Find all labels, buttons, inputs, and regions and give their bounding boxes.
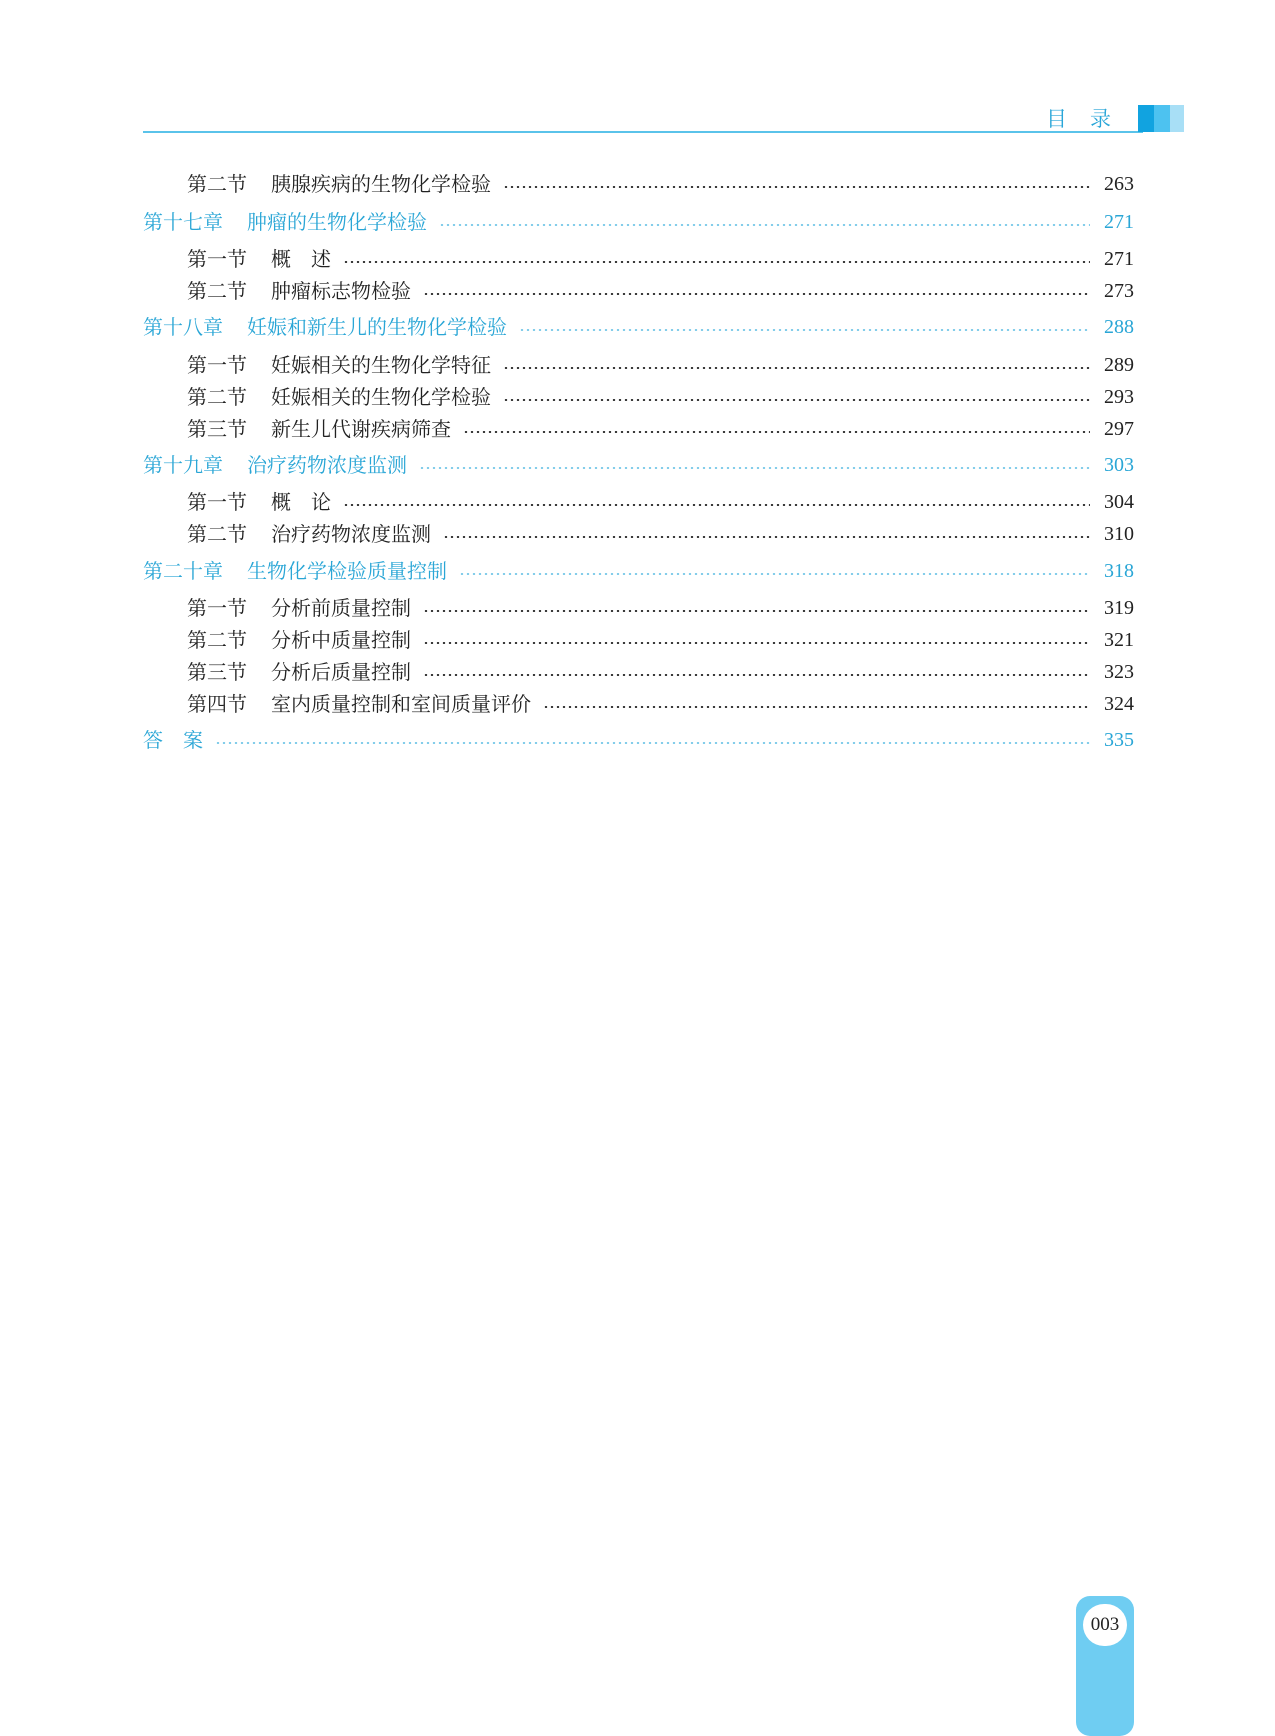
toc-section-entry[interactable] [187, 690, 1134, 718]
toc-page-number: 324 [1104, 693, 1134, 715]
toc-section-entry[interactable] [187, 488, 1134, 516]
toc-page-number: 303 [1104, 454, 1134, 476]
toc-entry-number: 第十八章 [143, 315, 223, 339]
toc-page-number: 288 [1104, 316, 1134, 338]
toc-entry-title: 生物化学检验质量控制 [247, 559, 447, 583]
toc-entry-number: 第三节 [187, 660, 247, 684]
toc-dot-leader [503, 186, 1090, 188]
toc-section-entry[interactable] [187, 383, 1134, 411]
header-rule [143, 131, 1143, 133]
toc-entry-number: 第二节 [187, 385, 247, 409]
toc-dot-leader [343, 261, 1090, 263]
toc-dot-leader [463, 431, 1090, 433]
toc-page-number: 271 [1104, 248, 1134, 270]
toc-entry-number: 第一节 [187, 247, 247, 271]
toc-dot-leader [423, 293, 1090, 295]
toc-entry-title: 分析后质量控制 [271, 660, 411, 684]
toc-entry-title: 室内质量控制和室间质量评价 [271, 692, 531, 716]
toc-page-number: 318 [1104, 560, 1134, 582]
toc-chapter-entry[interactable] [143, 557, 1134, 585]
toc-page-number: 335 [1104, 729, 1134, 751]
toc-entry-number: 第三节 [187, 417, 247, 441]
toc-entry-title: 概 论 [271, 490, 331, 514]
toc-section-entry[interactable] [187, 245, 1134, 273]
toc-page-number: 297 [1104, 418, 1134, 440]
toc-dot-leader [343, 504, 1090, 506]
toc-chapter-entry[interactable] [143, 726, 1134, 754]
toc-page-number: 321 [1104, 629, 1134, 651]
toc-entry-title: 治疗药物浓度监测 [271, 522, 431, 546]
toc-dot-leader [519, 329, 1090, 331]
toc-entry-number: 答 案 [143, 728, 203, 752]
toc-entry-title: 妊娠相关的生物化学特征 [271, 353, 491, 377]
toc-entry-number: 第二节 [187, 172, 247, 196]
toc-page-number: 310 [1104, 523, 1134, 545]
toc-dot-leader [503, 367, 1090, 369]
page-number: 003 [1083, 1604, 1127, 1646]
toc-entry-number: 第一节 [187, 490, 247, 514]
toc-dot-leader [439, 224, 1090, 226]
toc-entry-title: 妊娠和新生儿的生物化学检验 [247, 315, 507, 339]
toc-entry-title: 妊娠相关的生物化学检验 [271, 385, 491, 409]
toc-dot-leader [543, 706, 1090, 708]
page-number-badge [1076, 1596, 1134, 1736]
toc-chapter-entry[interactable] [143, 313, 1134, 341]
toc-page-number: 271 [1104, 211, 1134, 233]
toc-entry-number: 第二十章 [143, 559, 223, 583]
toc-entry-number: 第一节 [187, 596, 247, 620]
toc-entry-number: 第二节 [187, 279, 247, 303]
header-tab-block [1154, 105, 1170, 132]
toc-section-entry[interactable] [187, 520, 1134, 548]
toc-dot-leader [419, 467, 1090, 469]
header-tab-block [1170, 105, 1184, 132]
toc-page-number: 293 [1104, 386, 1134, 408]
toc-section-entry[interactable] [187, 277, 1134, 305]
toc-dot-leader [423, 674, 1090, 676]
toc-dot-leader [423, 610, 1090, 612]
toc-entry-title: 分析中质量控制 [271, 628, 411, 652]
toc-page-number: 304 [1104, 491, 1134, 513]
toc-entry-title: 分析前质量控制 [271, 596, 411, 620]
toc-page-number: 319 [1104, 597, 1134, 619]
toc-chapter-entry[interactable] [143, 208, 1134, 236]
toc-page-number: 263 [1104, 173, 1134, 195]
header-title: 目 录 [1046, 107, 1112, 131]
toc-dot-leader [423, 642, 1090, 644]
toc-entry-title: 新生儿代谢疾病筛查 [271, 417, 451, 441]
toc-dot-leader [503, 399, 1090, 401]
toc-section-entry[interactable] [187, 594, 1134, 622]
toc-entry-title: 胰腺疾病的生物化学检验 [271, 172, 491, 196]
header-tab-block [1138, 105, 1154, 132]
toc-section-entry[interactable] [187, 658, 1134, 686]
toc-dot-leader [459, 573, 1090, 575]
toc-dot-leader [215, 742, 1090, 744]
toc-entry-number: 第十九章 [143, 453, 223, 477]
toc-section-entry[interactable] [187, 170, 1134, 198]
toc-page-number: 273 [1104, 280, 1134, 302]
toc-entry-number: 第二节 [187, 522, 247, 546]
toc-dot-leader [443, 536, 1090, 538]
toc-page-number: 323 [1104, 661, 1134, 683]
toc-section-entry[interactable] [187, 415, 1134, 443]
toc-entry-number: 第十七章 [143, 210, 223, 234]
toc-entry-title: 肿瘤的生物化学检验 [247, 210, 427, 234]
toc-entry-number: 第二节 [187, 628, 247, 652]
toc-entry-number: 第一节 [187, 353, 247, 377]
toc-chapter-entry[interactable] [143, 451, 1134, 479]
toc-entry-title: 概 述 [271, 247, 331, 271]
toc-entry-title: 肿瘤标志物检验 [271, 279, 411, 303]
toc-entry-number: 第四节 [187, 692, 247, 716]
toc-section-entry[interactable] [187, 626, 1134, 654]
toc-section-entry[interactable] [187, 351, 1134, 379]
toc-entry-title: 治疗药物浓度监测 [247, 453, 407, 477]
toc-page-number: 289 [1104, 354, 1134, 376]
